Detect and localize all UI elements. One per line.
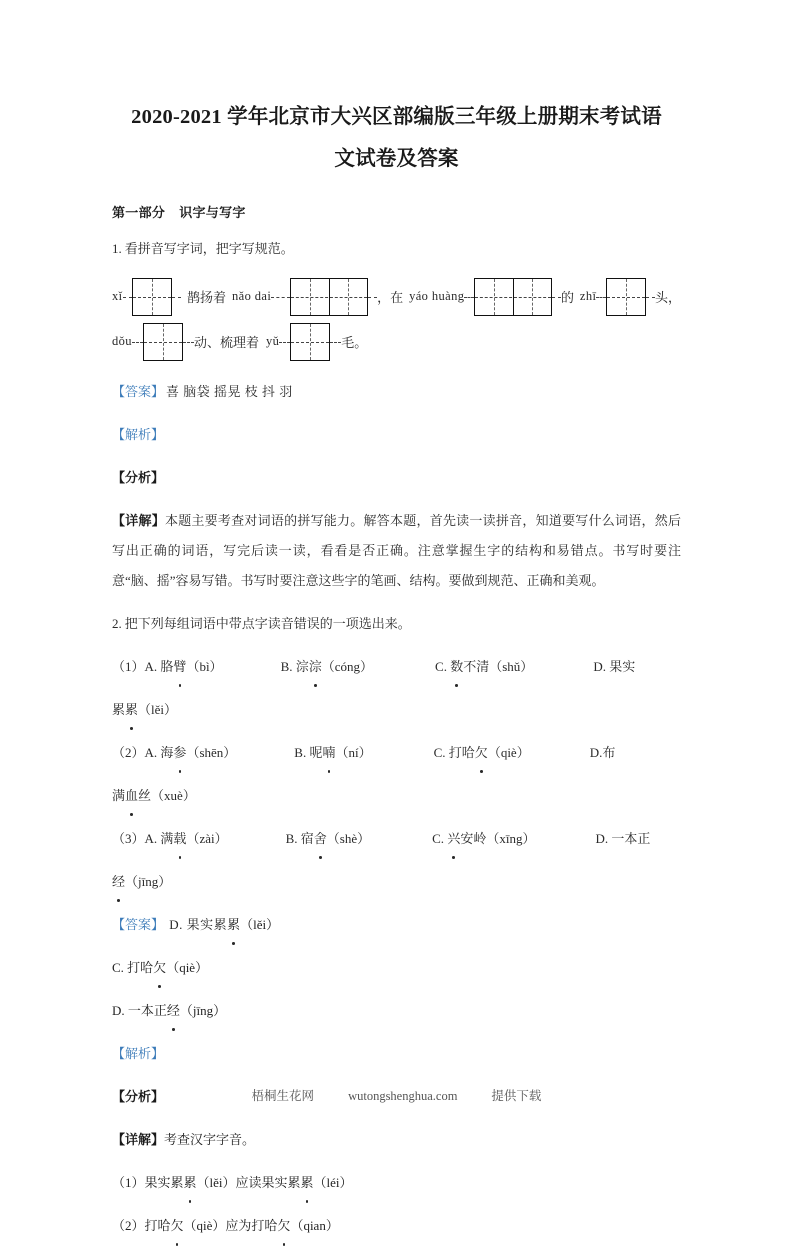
question-2-group-3-wrap <box>112 854 681 897</box>
answer-2-dot-char-2: 欠 <box>153 953 166 983</box>
group-2-wrap-dot-char: 血 <box>125 781 138 811</box>
option-1c[interactable] <box>435 652 533 682</box>
xiangjie-tag-2: 【详解】 <box>112 1132 165 1147</box>
option-3b-letter: B. <box>285 831 298 846</box>
question-2-jiexi-tag <box>112 1026 681 1069</box>
footer-site-url: wutongshenghua.com <box>348 1089 458 1103</box>
write-box-5[interactable] <box>143 323 183 361</box>
write-box-6[interactable] <box>290 323 330 361</box>
option-3a-dot-char: 载 <box>173 824 186 854</box>
jiexi-tag: 【解析】 <box>112 427 165 442</box>
option-1a-dot-char: 臂 <box>173 652 186 682</box>
detail-1-dot-char-b: 累 <box>301 1168 314 1198</box>
answer-2-text-2: C. 打哈 <box>112 960 154 975</box>
jiexi-tag-2: 【解析】 <box>112 1046 165 1061</box>
question-2-group-2-wrap <box>112 768 681 811</box>
section-name: 识字与写字 <box>179 205 246 220</box>
question-2-group-1-wrap <box>112 682 681 725</box>
option-2b-letter: B. <box>294 745 307 760</box>
option-3c-pinyin: （xīng） <box>486 831 536 846</box>
question-2-number: 2. <box>112 616 122 631</box>
option-1d[interactable] <box>593 652 635 682</box>
group-3-index: （3） <box>112 831 145 846</box>
option-1c-letter: C. <box>435 659 447 674</box>
write-box-1[interactable] <box>132 278 172 316</box>
option-3b-dot-char: 舍 <box>314 824 327 854</box>
detail-2-post: （qian） <box>290 1218 339 1233</box>
footer-download-label: 提供下载 <box>491 1089 542 1103</box>
text-zai: ，在 <box>377 290 404 305</box>
text-tou: 头， <box>655 290 682 305</box>
detail-1-dot-char-a: 累 <box>184 1168 197 1198</box>
option-3a-word: 满 <box>160 831 174 846</box>
section-label: 第一部分 <box>112 205 166 220</box>
answer-2-text-1: D. 果实累 <box>169 917 228 932</box>
option-1d-letter: D. <box>593 659 606 674</box>
detail-1-post: （léi） <box>313 1175 353 1190</box>
question-1-text: 看拼音写字词，把字写规范。 <box>124 241 294 256</box>
question-2-detail-2 <box>112 1198 681 1241</box>
detail-2-pre: （2）打哈 <box>112 1218 171 1233</box>
question-1-prompt <box>112 221 681 264</box>
answer-2-text-3: D. 一本正 <box>112 1003 167 1018</box>
answer-tag-2: 【答案】 <box>112 917 165 932</box>
answer-2-dot-char-3: 经 <box>167 996 180 1026</box>
option-2a-pinyin: （shēn） <box>186 745 237 760</box>
xiangjie-content: 本题主要考查对词语的拼写能力。解答本题，首先读一读拼音，知道要写什么词语，然后写出正确的词语，写完后读一读，看看是否正确。注意掌握生字的结构和易错点。书写时要注意“脑、摇”容易写错。书写时要注意这些字的笔画、结构。要做到规范、正确和美观。 <box>112 513 681 588</box>
option-2d-letter: D. <box>589 745 603 760</box>
xiangjie-tag: 【详解】 <box>112 513 165 528</box>
option-1d-word: 果实 <box>609 659 636 674</box>
question-2-xiangjie <box>112 1112 681 1155</box>
answer-2-pinyin-1: （lěi） <box>240 917 280 932</box>
question-2-detail-1 <box>112 1155 681 1198</box>
option-3c[interactable] <box>432 824 535 854</box>
option-3a-pinyin: （zài） <box>186 831 228 846</box>
option-2c-word: 打哈 <box>448 745 475 760</box>
group-1-wrap-word: 累 <box>112 702 126 717</box>
write-box-3[interactable] <box>474 278 552 316</box>
option-1b-dot-char: 淙 <box>309 652 322 682</box>
page-footer <box>0 1086 793 1104</box>
option-3b-pinyin: （shè） <box>326 831 371 846</box>
pinyin-xi: xǐ <box>112 289 123 303</box>
group-3-wrap-pinyin: （jīng） <box>125 874 172 889</box>
question-1-jiexi-tag <box>112 407 681 450</box>
pinyin-dou: dǒu <box>112 334 132 348</box>
fenxi-tag: 【分析】 <box>112 470 165 485</box>
text-mao: 毛。 <box>341 335 368 350</box>
option-2b[interactable] <box>294 738 371 768</box>
question-1-fenxi-tag <box>112 450 681 493</box>
answer-2-dot-char-1: 累 <box>227 910 240 940</box>
question-1-number: 1. <box>112 241 122 256</box>
option-2c[interactable] <box>434 738 530 768</box>
option-1c-word: 不清 <box>463 659 490 674</box>
option-3c-letter: C. <box>432 831 445 846</box>
detail-2-mid: （qiè）应为打哈 <box>183 1218 278 1233</box>
option-2a-letter: A. <box>144 745 158 760</box>
option-2d-word: 布 <box>602 745 616 760</box>
option-3c-dot-char: 兴 <box>447 824 460 854</box>
section-heading <box>112 202 681 221</box>
option-2a-dot-char: 参 <box>173 738 186 768</box>
option-1a-word: 胳 <box>160 659 174 674</box>
group-2-index: （2） <box>112 745 145 760</box>
detail-2-dot-char-b: 欠 <box>277 1211 290 1241</box>
option-1a-pinyin: （bì） <box>186 659 223 674</box>
option-2c-dot-char: 欠 <box>475 738 488 768</box>
question-2-text: 把下列每组词语中带点字读音错误的一项选出来。 <box>124 616 411 631</box>
group-1-wrap-dot-char: 累 <box>125 695 138 725</box>
option-2b-dot-char: 喃 <box>322 738 335 768</box>
text-dong-shuli-zhe: 动、梳理着 <box>193 335 259 350</box>
text-de: 的 <box>560 290 574 305</box>
pinyin-nao-dai: nǎo dai <box>231 289 272 303</box>
option-1c-dot-char: 数 <box>450 652 463 682</box>
option-3d-word: 一本正 <box>611 831 651 846</box>
option-2a-word: 海 <box>160 745 174 760</box>
option-1c-pinyin: （shǔ） <box>489 659 534 674</box>
detail-2-dot-char-a: 欠 <box>171 1211 184 1241</box>
question-2-answer-line-2 <box>112 940 681 983</box>
option-1a-letter: A. <box>144 659 158 674</box>
option-2d[interactable] <box>590 738 616 768</box>
option-2a[interactable] <box>145 738 237 768</box>
pinyin-yao-huang: yáo huàng <box>409 289 465 303</box>
option-2c-pinyin: （qiè） <box>487 745 530 760</box>
title-line-1: 2020-2021 学年北京市大兴区部编版三年级上册期末考试语 <box>131 106 662 128</box>
pinyin-yu: yǔ <box>265 334 280 348</box>
pinyin-line-1 <box>112 274 681 319</box>
text-que-yang-zhe: 鹊扬着 <box>187 290 227 305</box>
group-2-wrap-word: 满 <box>112 788 126 803</box>
question-1-fill-in-area <box>112 264 681 364</box>
question-2-answer-line-1 <box>112 897 681 940</box>
answer-tag: 【答案】 <box>112 384 165 399</box>
option-1b-letter: B. <box>280 659 293 674</box>
question-2-group-2 <box>112 725 681 768</box>
pinyin-zhi: zhī <box>579 289 597 303</box>
fenxi-tag-2: 【分析】 <box>112 1089 165 1104</box>
option-1b-word: 淙 <box>295 659 309 674</box>
answer-content: 喜 脑袋 摇晃 枝 抖 羽 <box>166 384 293 399</box>
option-2b-word: 呢 <box>309 745 323 760</box>
write-box-4[interactable] <box>606 278 646 316</box>
answer-2-pinyin-2: （qiè） <box>166 960 209 975</box>
xiangjie-content-2: 考查汉字字音。 <box>164 1132 256 1147</box>
option-3b[interactable] <box>286 824 371 854</box>
option-1b-pinyin: （cóng） <box>321 659 374 674</box>
question-2-prompt <box>112 596 681 639</box>
footer-site-name: 梧桐生花网 <box>251 1089 315 1103</box>
option-3a-letter: A. <box>144 831 158 846</box>
group-1-wrap-pinyin: （lěi） <box>138 702 178 717</box>
detail-1-mid: （lěi）应读果实累 <box>196 1175 301 1190</box>
write-box-2[interactable] <box>290 278 368 316</box>
question-1-answer <box>112 364 681 407</box>
option-3a[interactable] <box>145 824 228 854</box>
option-3c-word: 安岭 <box>460 831 487 846</box>
detail-1-pre: （1）果实累 <box>112 1175 184 1190</box>
title-line-2: 文试卷及答案 <box>334 148 459 170</box>
option-3b-word: 宿 <box>300 831 314 846</box>
group-2-wrap-pinyin: （xuè） <box>151 788 196 803</box>
group-2-wrap-word-post: 丝 <box>138 788 152 803</box>
group-3-wrap-dot-char: 经 <box>112 867 125 897</box>
option-2b-pinyin: （ní） <box>335 745 372 760</box>
pinyin-line-2 <box>112 319 681 364</box>
page-title <box>112 0 681 180</box>
option-3d[interactable] <box>595 824 650 854</box>
option-3d-letter: D. <box>595 831 609 846</box>
question-2-group-1 <box>112 639 681 682</box>
question-2-answer-line-3 <box>112 983 681 1026</box>
answer-2-pinyin-3: （jīng） <box>179 1003 227 1018</box>
group-1-index: （1） <box>112 659 145 674</box>
option-1b[interactable] <box>281 652 373 682</box>
option-1a[interactable] <box>145 652 223 682</box>
question-1-xiangjie <box>112 493 681 596</box>
question-2-group-3 <box>112 811 681 854</box>
option-2c-letter: C. <box>433 745 446 760</box>
